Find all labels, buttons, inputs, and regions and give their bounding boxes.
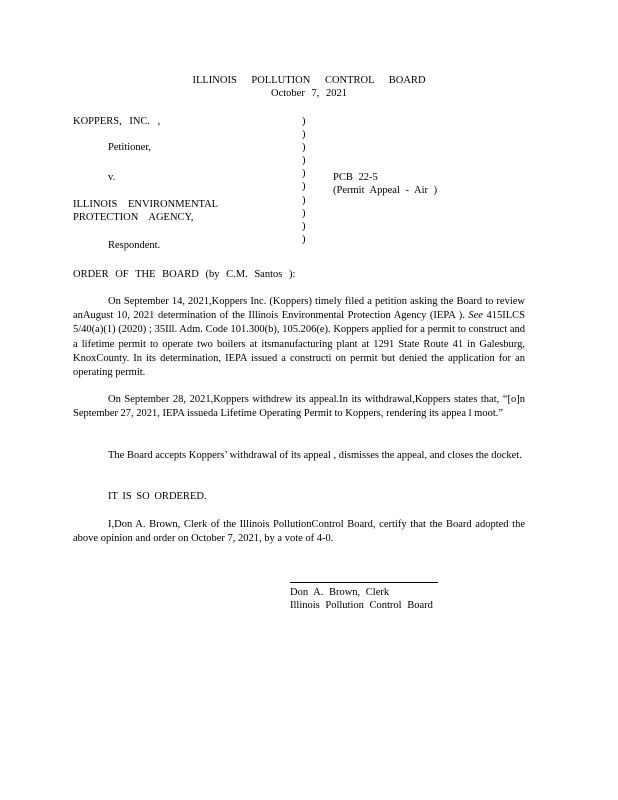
order-heading: ORDER OF THE BOARD (by C.M. Santos ):	[73, 269, 296, 280]
bracket: )	[302, 168, 306, 180]
paragraph-certification: I,Don A. Brown, Clerk of the Illinois PollutionControl Board, certify that the Board adopted the above opinion and order on October 7, 2021, by a vote of 4-0.	[73, 519, 525, 545]
bracket: )	[302, 129, 306, 141]
paragraph-procedural-history	[73, 295, 525, 380]
respondent-name-line1: ILLINOIS ENVIRONMENTAL	[73, 199, 219, 210]
paragraph-withdrawal: On September 28, 2021,Koppers withdrew its appeal.In its withdrawal,Koppers states that, “[o]n September 27, 2021, IEPA issueda Lifetime Operating Permit to Koppers, rendering its appea l moot.”	[73, 394, 525, 420]
signer-title: Illinois Pollution Control Board	[290, 600, 433, 611]
bracket: )	[302, 207, 306, 219]
bracket: )	[302, 220, 306, 232]
bracket: )	[302, 142, 306, 154]
bracket: )	[302, 181, 306, 193]
paragraph-disposition: The Board accepts Koppers’ withdrawal of its appeal , dismisses the appeal, and closes the docket.	[108, 450, 522, 461]
bracket: )	[302, 116, 306, 127]
bracket: )	[302, 233, 306, 245]
petitioner-role: Petitioner,	[108, 142, 152, 153]
caption-brackets	[302, 115, 312, 246]
respondent-role: Respondent.	[108, 240, 161, 251]
case-type: (Permit Appeal - Air )	[333, 185, 438, 196]
signature-line	[290, 582, 438, 583]
agency-title: ILLINOIS POLLUTION CONTROL BOARD	[192, 75, 426, 86]
petitioner-name: KOPPERS, INC. ,	[73, 116, 161, 127]
so-ordered: IT IS SO ORDERED.	[108, 491, 207, 502]
paragraph-text: On September 14, 2021,Koppers Inc. (Koppers) timely filed a petition asking the Board to review anAugust 10, 2021 determination of the Illinois Environmental Protection Agency (IEPA ).	[73, 296, 525, 322]
respondent-name-line2: PROTECTION AGENCY,	[73, 212, 194, 223]
bracket: )	[302, 194, 306, 206]
bracket: )	[302, 155, 306, 167]
citation-signal: See	[468, 310, 483, 322]
paragraph-text: 415ILCS 5/40(a)(1) (2020) ; 35Ill. Adm. Code 101.300(b), 105.206(e). Koppers applied for a permit to construct and a lifetime permit to operate two boilers at itsmanufacturing plant at 1291 State Route 41 in Galesburg, KnoxCounty. In its determination, IEPA issued a constructi on permit but denied the application for an operating permit.	[73, 310, 525, 379]
case-number: PCB 22-5	[333, 172, 378, 183]
versus-label: v.	[108, 172, 116, 183]
order-date: October 7, 2021	[271, 88, 347, 99]
signer-name: Don A. Brown, Clerk	[290, 587, 390, 598]
document-header	[0, 74, 618, 100]
